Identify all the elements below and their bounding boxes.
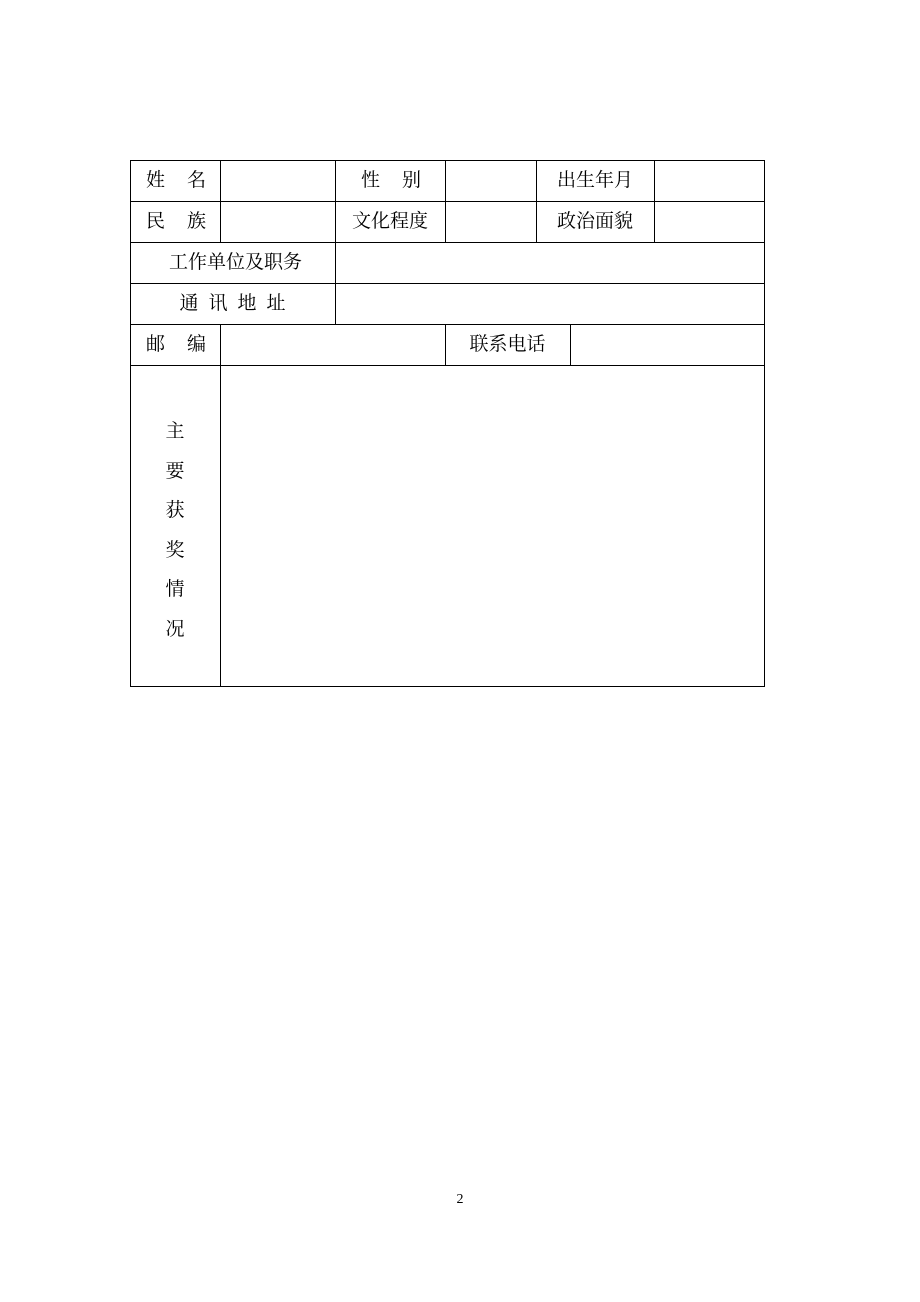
name-field[interactable]	[221, 161, 335, 201]
postcode-label-char-2: 编	[186, 333, 206, 355]
awards-label-char: 获	[165, 499, 185, 521]
name-label-char-1: 姓	[146, 169, 166, 191]
awards-label-char: 况	[165, 617, 185, 640]
name-label	[130, 160, 220, 201]
postcode-label-char-1: 邮	[146, 333, 166, 355]
awards-label-char: 要	[165, 459, 185, 482]
postcode-label	[130, 324, 220, 365]
work-unit-label: 工作单位及职务	[168, 251, 302, 273]
postcode-field[interactable]	[221, 325, 445, 365]
page-number: 2	[456, 1192, 464, 1207]
address-field[interactable]	[336, 284, 764, 324]
education-label: 文化程度	[351, 210, 428, 232]
table-border-bottom	[130, 686, 765, 687]
awards-label-char: 奖	[165, 538, 185, 561]
ethnicity-field[interactable]	[221, 202, 335, 242]
phone-field[interactable]	[571, 325, 764, 365]
education-field[interactable]	[446, 202, 536, 242]
ethnicity-label-char-2: 族	[186, 210, 206, 232]
awards-label-char: 情	[165, 578, 185, 600]
name-label-char-2: 名	[186, 169, 206, 191]
phone-label: 联系电话	[469, 333, 546, 355]
gender-label-char-2: 别	[401, 169, 421, 191]
birth-date-field[interactable]	[655, 161, 764, 201]
gender-field[interactable]	[446, 161, 536, 201]
political-status-label: 政治面貌	[556, 210, 633, 232]
address-label: 通讯地址	[179, 292, 296, 314]
awards-label	[130, 422, 220, 659]
table-border-right	[764, 160, 765, 687]
ethnicity-label	[130, 201, 220, 242]
ethnicity-label-char-1: 民	[146, 210, 166, 232]
gender-label-char-1: 性	[361, 169, 381, 191]
political-status-field[interactable]	[655, 202, 764, 242]
birth-date-label: 出生年月	[556, 169, 633, 191]
work-unit-field[interactable]	[336, 243, 764, 283]
gender-label	[335, 160, 445, 201]
awards-field[interactable]	[221, 366, 764, 686]
awards-label-char: 主	[165, 420, 185, 442]
